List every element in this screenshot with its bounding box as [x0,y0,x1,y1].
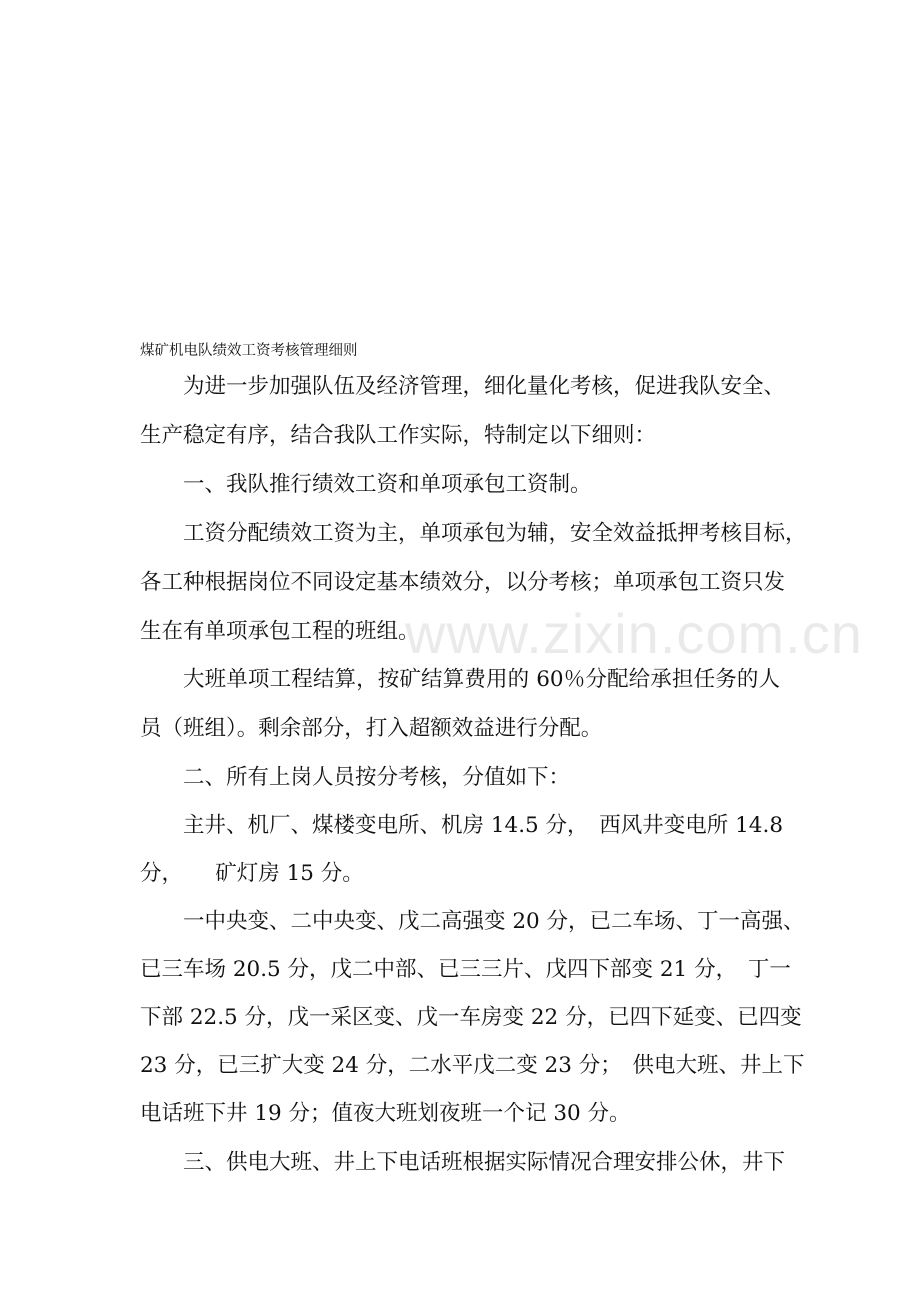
paragraph-line: 23 分，已三扩大变 24 分，二水平戊二变 23 分； 供电大班、井上下 [140,1053,805,1078]
paragraph-line: 工资分配绩效工资为主，单项承包为辅，安全效益抵押考核目标， [183,521,807,546]
paragraph-line: 各工种根据岗位不同设定基本绩效分，以分考核；单项承包工资只发 [140,570,786,595]
paragraph-line: 一中央变、二中央变、戊二高强变 20 分，已二车场、丁一高强、 [183,909,805,934]
watermark: www.zixin.com.cn [405,602,863,665]
paragraph-line: 已三车场 20.5 分，戊二中部、已三三片、戊四下部变 21 分， 丁一 [140,957,791,982]
paragraph-line: 生在有单项承包工程的班组。 [140,619,420,644]
paragraph-line: 电话班下井 19 分；值夜大班划夜班一个记 30 分。 [140,1101,631,1126]
paragraph-line: 大班单项工程结算，按矿结算费用的 60％分配给承担任务的人 [183,667,780,692]
paragraph-line: 一、我队推行绩效工资和单项承包工资制。 [183,472,592,497]
paragraph-line: 三、供电大班、井上下电话班根据实际情况合理安排公休，井下 [183,1150,786,1175]
document-title: 煤矿机电队绩效工资考核管理细则 [140,343,358,359]
paragraph-line: 分， 矿灯房 15 分。 [140,861,364,886]
paragraph-line: 员（班组）。剩余部分，打入超额效益进行分配。 [140,716,603,741]
paragraph-line: 为进一步加强队伍及经济管理，细化量化考核，促进我队安全、 [183,374,786,399]
paragraph-line: 下部 22.5 分，戊一采区变、戊一车房变 22 分，已四下延变、已四变 [140,1005,802,1030]
paragraph-line: 主井、机厂、煤楼变电所、机房 14.5 分， 西风井变电所 14.8 [183,813,783,838]
paragraph-line: 生产稳定有序，结合我队工作实际，特制定以下细则： [140,423,657,448]
paragraph-line: 二、所有上岗人员按分考核，分值如下： [183,765,571,790]
